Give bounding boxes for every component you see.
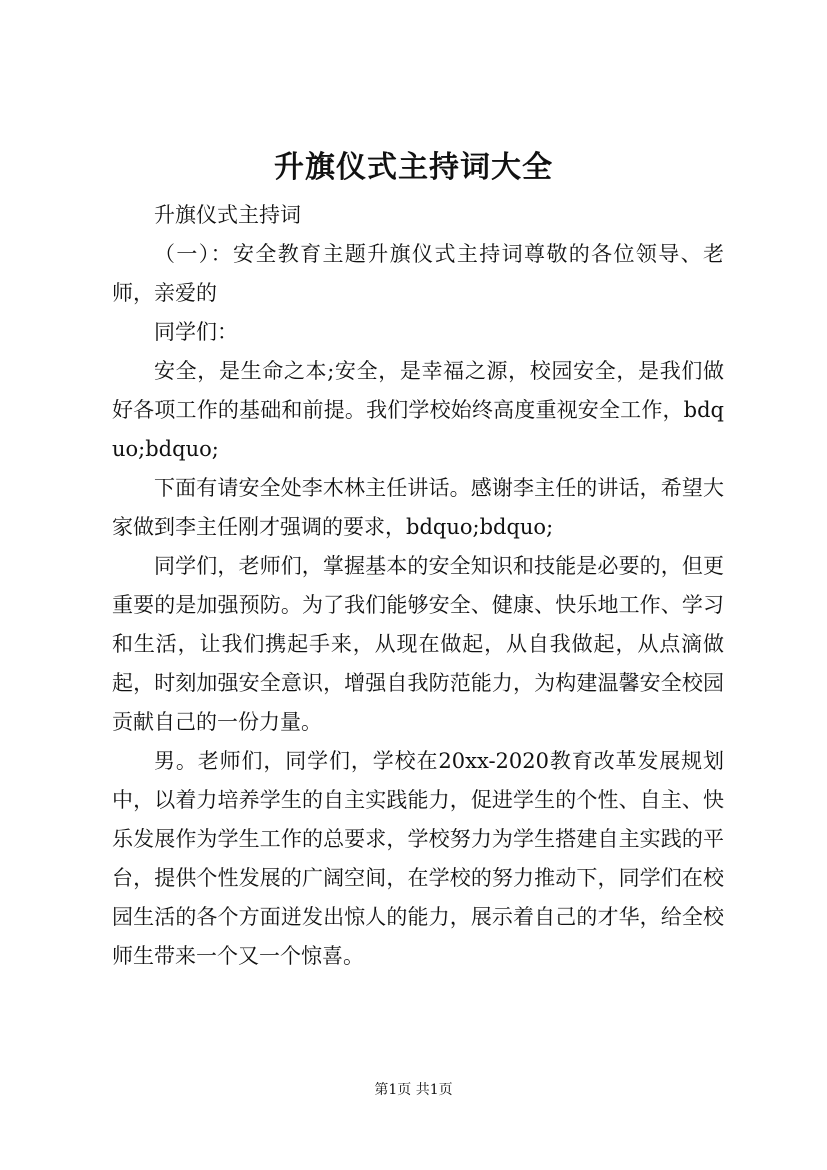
paragraph-heading: 升旗仪式主持词 (154, 203, 301, 227)
paragraph-speech-invite: 下面有请安全处李木林主任讲话。感谢李主任的讲话，希望大家做到李主任刚才强调的要求，bdquo;bdquo; (112, 476, 724, 539)
document-title: 升旗仪式主持词大全 (274, 150, 553, 185)
paragraph-development: 男。老师们，同学们，学校在20xx-2020教育改革发展规划中，以着力培养学生的自主实践能力，促进学生的个性、自主、快乐发展作为学生工作的总要求，学校努力为学生搭建自主实践的平台，提供个性发展的广阔空间，在学校的努力推动下，同学们在校园生活的各个方面迸发出惊人的能力，展示着自己的才华，给全校师生带来一个又一个惊喜。 (112, 749, 724, 968)
paragraph-greeting: 同学们： (154, 320, 238, 344)
paragraph-prevention: 同学们，老师们，掌握基本的安全知识和技能是必要的，但更重要的是加强预防。为了我们能够安全、健康、快乐地工作、学习和生活，让我们携起手来，从现在做起，从自我做起，从点滴做起，时刻加强安全意识，增强自我防范能力，为构建温馨安全校园贡献自己的一份力量。 (112, 554, 724, 734)
document-body (112, 196, 724, 976)
paragraph-safety: 安全，是生命之本;安全，是幸福之源，校园安全，是我们做好各项工作的基础和前提。我们学校始终高度重视安全工作，bdquo;bdquo; (112, 359, 724, 461)
page-number-footer: 第1页 共1页 (374, 1082, 453, 1098)
paragraph-intro: （一）：安全教育主题升旗仪式主持词尊敬的各位领导、老师，亲爱的 (112, 242, 724, 305)
